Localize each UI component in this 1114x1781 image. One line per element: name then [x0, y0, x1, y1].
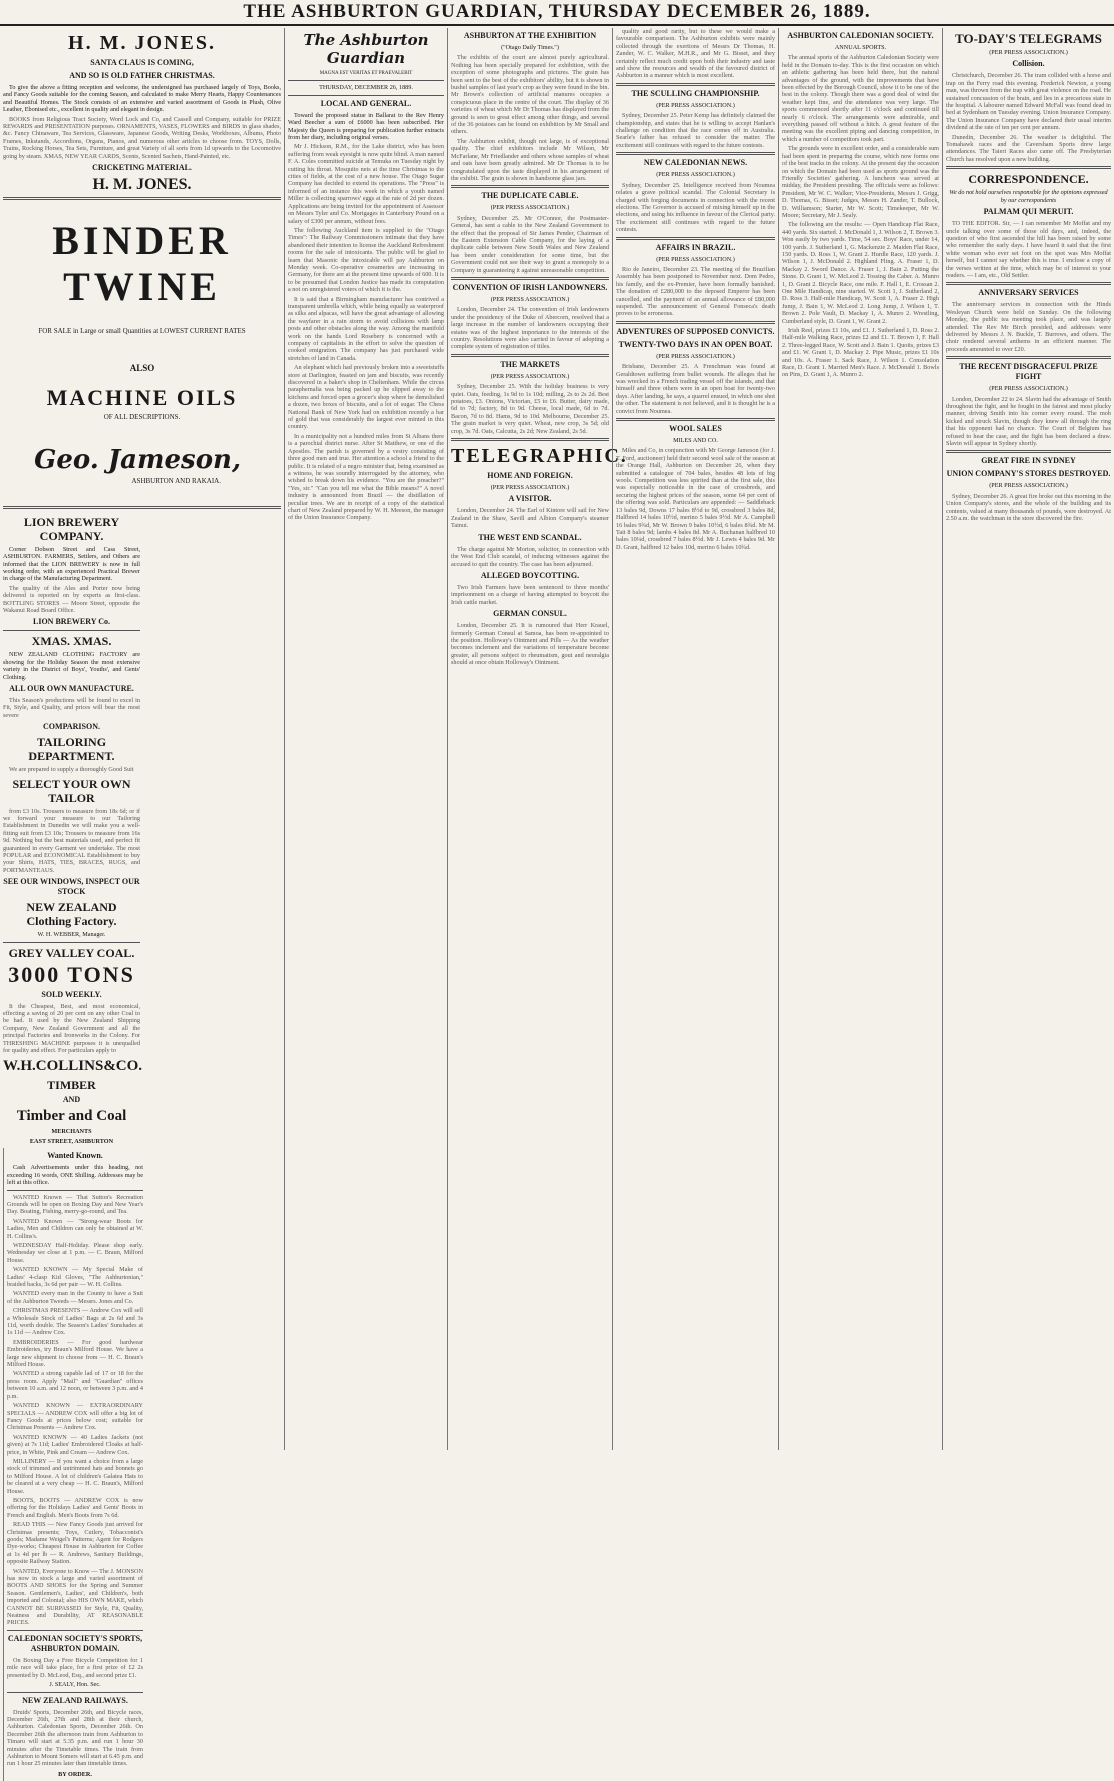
correspondence-disclaimer: We do not hold ourselves responsible for the opinions expressed by our correspondents: [949, 189, 1108, 204]
cricketing-material: CRICKETING MATERIAL.: [92, 163, 192, 173]
miles-and-co: MILES AND CO.: [673, 437, 718, 445]
lion-brewery-body: Corner Dobson Street and Cass Street, ASHBURTON. FARMERS, Settlers, and Others are informed that the LION BREWERY is now in full working order, with an experienced Practical Brewer in charge of the Manufacturing Department.: [3, 545, 140, 583]
press-association-3: (PER PRESS ASSOCIATION.): [490, 372, 570, 380]
paper-name: The Ashburton Guardian: [303, 31, 429, 67]
press-association-10: (PER PRESS ASSOCIATION.): [989, 385, 1068, 393]
sydney-fire-header: GREAT FIRE IN SYDNEY: [981, 456, 1076, 466]
caledonian-sports-header: CALEDONIAN SOCIETY'S SPORTS, ASHBURTON DOMAIN.: [7, 1633, 143, 1653]
timber-label: TIMBER: [47, 1077, 96, 1092]
nz-clothing-body: NEW ZEALAND CLOTHING FACTORY are showing for the Holiday Season the most extensive variety in the District of Boys', Youths', and Gents' Clothing.: [3, 651, 140, 681]
by-order: BY ORDER.: [58, 1770, 92, 1778]
press-association-2: (PER PRESS ASSOCIATION.): [490, 295, 570, 303]
tons-header: 3000 TONS: [8, 961, 135, 987]
local-body: Toward the proposed statue in Ballarat to the Rev Henry Ward Beecher a sum of £6000 has been subscribed. Her Majesty the Queen is preparing for publication further extracts from her diary, including original verses.: [288, 111, 444, 142]
press-association-1: (PER PRESS ASSOCIATION.): [490, 204, 570, 212]
press-association-8: (PER PRESS ASSOCIATION.): [656, 352, 735, 360]
machine-oils-header: MACHINE OILS: [46, 384, 238, 410]
lion-brewery-header: LION BREWERY COMPANY.: [23, 514, 120, 543]
annual-sports: ANNUAL SPORTS.: [834, 44, 887, 51]
west-end-scandal-header: THE WEST END SCANDAL.: [478, 532, 582, 542]
jones-signature: H. M. JONES.: [92, 176, 192, 194]
news-column-4: quality and good rarity, but to these we would make a favourable comparison. The Ashburton exhibits were mainly collected through the exertions of Messrs Dr Thomas, H. Zander, W. C. Walker, M.H.R., and Mr G. Bisset, and they certainly reflect much credit upon both their industry and taste and show the resources and wealth of the favoured district of Ashburton in a manner which is most excellent. THE SCULLING CHAMPIONSHIP. (PER PRESS ASSOCIATION.) Sydney, December 25. Peter Kemp has definitely claimed the championship, and states that he is willing to accept Hanlan's challenge on condition that the race comes off in Australia. Searle's father has refused to consider the matter. The excitement still continues with regard to the future contests. NEW CALEDONIAN NEWS. (PER PRESS ASSOCIATION.) Sydney, December 25. Intelligence received from Noumea relates a grave political scandal. The Colonial Secretary is charged with forging documents in connection with the recent elections. The Governor is accused of mixing himself up in the elections, and using his influence in favour of the Clerical party. The excitement still continues with regard to the future contests. AFFAIRS IN BRAZIL. (PER PRESS ASSOCIATION.) Rio de Janeiro, December 23. The meeting of the Brazilian Assembly has been postponed to November next. Dom Pedro, his family, and the ex-Premier, have been formally banished. The donation of £280,000 to the deposed Emperor has been cancelled, and the payment of an annual allowance of £80,000 suspended. The announcement of General Fonseca's death proves to be erroneous. ADVENTURES OF SUPPOSED CONVICTS. TWENTY-TWO DAYS IN AN OPEN BOAT. (PER PRESS ASSOCIATION.) Brisbane, December 25. A Frenchman was found at Geraldtown suffering from bullet wounds. He alleges that he was wrecked in a French trading vessel off the islands, and that himself and three others were in an open boat for twenty-two days. After landing, he says, a quarrel ensued, in which one shot the other. The statement is not believed, and it is thought he is a convict from Noumea. WOOL SALES MILES AND CO. Miles and Co, in conjunction with Mr George Jameson (for J. T. Ford, auctioneer) held their second wool sale of the season at the Orange Hall, Ashburton on December 26, when they submitted a catalogue of 704 bales, besides 48 lots of big wools. Competition was less spirited than at the first sale, this was especially noticeable in the case of crossbreds, and securing the highest prices of the season, some 64 per cent of the offering was sold. Particulars are appended: — Saddleback 13 bales 9d, Downs 17 bales 8½d to 9d, crossbred 3 bales 8d, Halfbred 14 bales 10½d, merino 5 bales 9½d. Mr A. Campbell 16 bales 9¾d, Mr W. Brown 9 bales 10½d, 6 bales 8¾d. Mr M. Tait 8 bales 9d; lambs 4 bales 8d. Mr A. Buchanan halfbred 10 bales 10¼d, crossbred 7 bales 8½d. Mr J. Lewis 4 bales 9d. Mr D. Grant, halfbred 12 bales 10d, merino 6 bales 10¾d.: [612, 28, 778, 1450]
ads-right-subcolumn: Wanted Known. Cash Advertisements under this heading, not exceeding 16 words, ONE Shilling. Addresses may be left at this office. WANTED Known — That Sutton's Recreation Grounds will be open on Boxing Day and New Year's Day. Boating, Fishing, merry-go-round, and Tea. WANTED Known — "Strong-wear Boots for Ladies, Men and Children can only be obtained at W. H. Collins's. WEDNESDAY Half-Holiday. Please shop early. Wednesday we close at 1 p.m. — C. Braun, Milford House. WANTED KNOWN — My Special Make of Ladies' 4-clasp Kid Gloves, "The Ashburtonian," braided backs, 3s 6d per pair — W. H. Collins. WANTED every man in the County to have a Suit of the Ashburton Tweeds — Messrs. Jones and Co. CHRISTMAS PRESENTS — Andrew Cox will sell a Wholesale Stock of Ladies' Bags at 2s 6d and 3s 11d, worth double. The Season's Ladies' Sunshades at 1s 11d — Andrew Cox. EMBROIDERIES — For good hardwear Embroideries, try Braun's Milford House. We have a large new shipment to choose from — H. C. Braun's Milford House. WANTED a strong capable lad of 17 or 18 for the press room. Apply "Mail" and "Guardian" offices between 10 a.m. and 12 noon, or between 3 p.m. and 4 p.m. WANTED KNOWN — EXTRAORDINARY SPECIALS — ANDREW COX will offer a big lot of Fancy Goods at prices below cost; suitable for Christmas Presents — Andrew Cox. WANTED KNOWN — 40 Ladies Jackets (not given) at 7s 11d; Ladies' Embroidered Cloaks at half-price, in White, Pink and Cream — Andrew Cox. MILLINERY — If you want a choice from a large stock of trimmed and untrimmed hats and bonnets go to Milford House. A lot of children's Galatea Hats to be cleared at a very cheap — H. C. Braun's, Milford House. BOOTS, BOOTS — ANDREW COX is now offering for the Holidays Ladies' and Gents' Boots in French and English. Men's Boots from 7s 6d. READ THIS — New Fancy Goods just arrived for Christmas presents; Toys, Cutlery, Tobacconist's goods; Madame Weigel's Patterns; Agent for Rodgers Dye-works; Cheapest House in Ashburton for Coffee at 1s 4d per lb — R. Andrews, Sanitary Buildings, opposite Railway Station. WANTED, Everyone to Know — The J. MONSON has now in stock a large and varied assortment of BOOTS AND SHOES for the Spring and Summer Season. Gentlemen's, Ladies', and Children's, both imported and Colonial; also HIS OWN MAKE, which CANNOT BE SURPASSED for Style, Fit, Quality, Neatness and Durability, AT REASONABLE PRICES. CALEDONIAN SOCIETY'S SPORTS, ASHBURTON DOMAIN. On Boxing Day a Free Bicycle Competition for 1 mile race will take place, for a first prize of £2 2s presented by D. McLeod, Esq., and second prize £1. J. SEALY, Hon. Sec. NEW ZEALAND RAILWAYS. Druids' Sports, December 26th, and Bicycle races, December 26th, 27th and 28th at their church, Ashburton. Caledonian Sports, December 26th. On December 26th the afternoon train from Ashburton to Timaru will start at 5.35 p.m. and run 1 hour 30 minutes after the Timetable times. The train from Ashburton to Mount Somers will start at 6.45 p.m. and run 1 hour 25 minutes later than timetable times. BY ORDER.: [3, 1148, 143, 1781]
news-column-5: ASHBURTON CALEDONIAN SOCIETY. ANNUAL SPORTS. The annual sports of the Ashburton Caledonian Society were held in the Domain to-day. This is the first occasion on which an athletic gathering has been held there, but the natural advantages of the ground, with the improvements that have been effected by the Borough Council, show it to be one of the best in the colony. Though there was a good deal of wind the weather kept fine, and the attendance was very large. The sports commenced shortly after 11 o'clock and continued till nearly 6 o'clock. The arrangements were admirable, and everything passed off without a hitch. A great feature of the meeting was the excellent piping and dancing competition, in which a number of competitors took part. The grounds were in excellent order, and a considerable sum had been spent in preparing the course, which now forms one of the best tracks in the colony. At the present day the occasion on which the Domain had been used as sports ground was the Friendly Societies' gathering. A luncheon was served at midday, the President presiding. The officials were as follows: President, Mr W. C. Walker; Vice-Presidents, Messrs J. Grigg, D. Thomas, G. Bisset; Judges, Messrs H. Zander, T. Bullock, D. Williamson; Starter, Mr W. Scott; Timekeeper, Mr W. Moore; Secretary, Mr J. Sealy. The following are the results: — Open Handicap Flat Race, 440 yards. Six started. J. McDonald 1, J. Wilson 2, T. Brown 3. Won easily by two yards. Time, 54 sec. Boys' Race, under 14, 100 yards. J. Sutherland 1, G. Mackenzie 2. Maiden Flat Race, 150 yards. D. Ross 1, W. Grant 2. Hurdle Race, 120 yards. J. Wilson 1, J. McDonald 2. Highland Fling. A. Fraser 1, D. Mackay 2. Sword Dance. A. Fraser 1, J. Bain 2. Putting the Stone. D. Grant 1, W. McLeod 2. Tossing the Caber. A. Munro 1, D. Grant 2. Bicycle Race, one mile. F. Hall 1, E. Crossan 2. One Mile Handicap, nine started. W. Scott 1, J. Sutherland 2, D. Ross 3. Half-mile Handicap, W. Scott 1, A. Fraser 2. High Jump, J. Bain 1, W. McLeod 2. Long Jump, J. Wilson 1, T. Brown 2. Pole Vault, D. Mackay 1, A. Munro 2. Wrestling, Cumberland style, D. Grant 1, W. Grant 2. Irish Reel, prizes £1 10s, and £1. J. Sutherland 1, D. Ross 2. Half-mile Walking Race, prizes £2 and £1. T. Brown 1, F. Hall 2. Three-legged Race, W. Scott and J. Bain 1. Quoits, prizes £3 and £1. W. Grant 1, D. Mackay 2. Pipe Music, prizes £1 10s and 10s. A. Fraser 1. Sack Race, J. Wilson 1. Consolation Race, D. Grant 1. Married Men's Race. J. McDonald 1. Bowls on Pins, D. Grant 1, A. Munro 2.: [778, 28, 942, 1450]
home-and-foreign: HOME AND FOREIGN.: [487, 471, 573, 481]
manager-name: W. H. WEBBER, Manager.: [37, 931, 106, 939]
timber-and-coal: Timber and Coal: [16, 1107, 127, 1124]
jones-ad-body: To give the above a fitting reception and welcome, the undersigned has purchased largely of Toys, Books, and Fancy Goods suitable for the coming Season, and calculated to make Merry Hearts, Happy Countenances and Beautiful Homes. The Stock consists of an extensive and varied assortment of Goods in Plush, Olive Leather, Ebonised etc., excellent in quality and elegant in design.: [3, 84, 281, 114]
ads-left-subcolumn: LION BREWERY COMPANY. Corner Dobson Street and Cass Street, ASHBURTON. FARMERS, Settlers, and Others are informed that the LION BREWERY is now in full working order, with an experienced Practical Brewer in charge of the Manufacturing Department. The quality of the Ales and Porter now being delivered is reported on by experts as first-class. BOTTLING STORES — Moore Street, opposite the Wakanui Road Board Office. LION BREWERY Co. XMAS. XMAS. NEW ZEALAND CLOTHING FACTORY are showing for the Holiday Season the most extensive variety in the District of Boys', Youths', and Gents' Clothing. ALL OUR OWN MANUFACTURE. This Season's productions will be found to excel in Fit, Style, and Quality, and prices will bear the most severe COMPARISON. TAILORING DEPARTMENT. We are prepared to supply a thoroughly Good Suit SELECT YOUR OWN TAILOR from £3 10s. Trousers to measure from 18s 6d; or if we forward your measure to our Tailoring Establishment in Dunedin we will make you a well-fitting suit from £3 10s; Trousers to measure from 16s 9d. Nothing but the best materials used, and perfect fit guaranteed in every Garment we undertake. The most POPULAR and ECONOMICAL Establishment to buy your Shirts, HATS, TIES, BRACES, RUGS, and PORTMANTEAUS. SEE OUR WINDOWS, INSPECT OUR STOCK NEW ZEALAND Clothing Factory. W. H. WEBBER, Manager. GREY VALLEY COAL. 3000 TONS SOLD WEEKLY. It the Cheapest, Best, and most economical, effecting a saving of 20 per cent on any other Coal to be had. It used by the New Zealand Shipping Company, New Zealand Government and all the principal Factories and Ironworks in the Colony. For THRESHING MACHINE purposes it is unequalled for quality and effect. For particulars apply to W.H.COLLINS&CO. TIMBER AND Timber and Coal MERCHANTS EAST STREET, ASHBURTON: [3, 514, 143, 1145]
jones-header: H. M. JONES.: [68, 32, 216, 54]
and-label: AND: [62, 1094, 81, 1104]
nz-clothing-factory-header: NEW ZEALAND Clothing Factory.: [26, 900, 117, 929]
jones-ad-filler: BOOKS from Religious Tract Society, Word Lock and Co, and Cassell and Company, suitable for PRIZE REWARDS and PRESENTATION purposes. ORNAMENTS, VASES, FLOWERS and BIRDS in glass shades, &c. Fancy Chinaware, Tea Services, Glassware, Japanese Goods, Writing Desks, Workboxes, Albums, Photo Frames, Inkstands, Accordions, Organs, Pianos, and numerous other articles to choose from. TOYS, Dolls, Trains, Rocking Horses, Tea Sets, Furniture, and great Variety of all sorts from 1d upwards to the Locomotive going by steam. XMAS, NEW YEAR CARDS, Scents, Scented Sachets, Hand-Painted, etc.: [3, 115, 281, 160]
jameson-name: Geo. Jameson,: [34, 445, 241, 476]
paper-motto: MAGNA EST VERITAS ET PRAEVALEBIT: [319, 71, 413, 76]
advertisements-column: [0, 28, 284, 1778]
all-descriptions: OF ALL DESCRIPTIONS.: [103, 412, 181, 421]
collins-header: W.H.COLLINS&CO.: [3, 1057, 143, 1074]
german-consul-header: GERMAN CONSUL.: [493, 609, 567, 619]
correspondence-header: CORRESPONDENCE.: [968, 172, 1089, 187]
masthead: [0, 0, 1114, 26]
see-our-windows: SEE OUR WINDOWS, INSPECT OUR STOCK: [3, 877, 140, 897]
xmas-header: XMAS. XMAS.: [31, 634, 112, 649]
press-association-11: (PER PRESS ASSOCIATION.): [989, 482, 1068, 490]
editorial-column: The Ashburton Guardian MAGNA EST VERITAS ET PRAEVALEBIT THURSDAY, DECEMBER 26, 1889. LOCAL AND GENERAL. Toward the proposed statue in Ballarat to the Rev Henry Ward Beecher a sum of £6000 has been subscribed. Her Majesty the Queen is preparing for publication further extracts from her diary, including original verses. Mr J. Hickson, R.M., for the Lake district, who has been suffering from weak eyesight is now quite blind. A man named F. A. Coles committed suicide at Temuka on Tuesday night by cutting his throat. Mosquito nets at the time Christmas to the cities of fields, at the cost of a new house. The Otago Sugar Company has decided to extend its operations. The "Press" is informed of an instance this week in which a youth named Miller is collecting sparrows' eggs at the rate of 2d per dozen. Applications are being invited for the appointment of Assessor on Messrs Tyler and Co. Mortgages in Canterbury Pound on a salary of £300 per annum, without fees. The following Auckland item is supplied to the "Otago Times": The Railway Commissioners intimate that they have abandoned their intention to license the Auckland Refreshment rooms for the sale of intoxicants. The public will be glad to learn that Masonic the intoxicable will pay Ashburton on Monday week. Co-operative creameries are increasing in Germany, for there are at the present time upwards of 600. It is to be presumed that London Justice has made its computation a not on unregistered voters of which it is the. It is said that a Birmingham manufacturer has contrived a transparent umbrella which, while being equally as waterproof as silks and alpacas, will have the great advantage of allowing the wayfarer in a rain storm to avoid collisions with lamp posts and other obstacles along the way. Among the manifold work on the hands Lord Rosebery is concerned with a company of capitalists in the effort to solve the question of cooked emigration. The company has just purchased wide stretches of land in Canada. An elephant which had previously broken into a sweetstuffs store at Darlington, feasted on jam and biscuits, was recently discovered in a baker's shop in Cheltenham. While the circus paraphernalia was being packed up he slipped away to the kitchens and forced open a grocer's shop where he demolished a dozen, two boxes of biscuits, and a lot of sugar. The Chess National Bank of New York had on exhibition recently a bar of gold that was considerably the largest ever minted in this country. In a municipality not a hundred miles from St Albans there is a parochial district nurse. After St Matthew, or one of the Apostles. The parish is governed by a vestry consisting of three good men and true. Her attention a school a friend to the public. It is related of a negro minister that, being examined as a witness, he was soundly interrogated by the attorney, who wished to break down his evidence. "You are the preacher?" "Yes, sir." "Can you tell me what the Bible means?" A novel industry is announced from Brazil — the distillation of peculiar trees. We are in receipt of a copy of the statistical chart of New Zealand prepared by W. H. Meeson, the manager of the Union Insurance Company.: [284, 28, 447, 1450]
press-association-9: (PER PRESS ASSOCIATION.): [989, 49, 1068, 56]
news-column-6: TO-DAY'S TELEGRAMS (PER PRESS ASSOCIATION.) Collision. Christchurch, December 26. The tram collided with a horse and trap on the Ferry road this evening. Frederick Newton, a young man, was thrown from the trap with great violence on the road. He sustained concussion of the brain, and lies in a precarious state in the hospital. A labourer named Edward McFall was found dead in bed at Sydenham on Tuesday evening. Union Insurance Company. The Union Insurance Company have declared their usual interim dividend at the rate of ten per cent per annum. Dunedin, December 26. The weather is delightful. The Tomahawk races and the Caversham Sports drew large attendances. The Taieri Races also came off. The Presbyterian Church has resolved upon a new building. CORRESPONDENCE. We do not hold ourselves responsible for the opinions expressed by our correspondents PALMAM QUI MERUIT. TO THE EDITOR. Sir, — I can remember Mr Moffat and my uncle talking over some of those old days, and, indeed, the question of who first ascended the hill has been raised by some who remember the early days. I have heard it said that the first white woman who ever set foot on the spot was Mrs Moffat herself, but I cannot say whether this is true. I enclose a copy of the verses written at the time, which may be of interest to your readers. — I am, etc., Old Settler. ANNIVERSARY SERVICES The anniversary services in connection with the Hinds Wesleyan Church were held on Sunday. On the following Monday, the public tea meeting took place, and was largely attended. The Rev Mr Birch presided, and addresses were delivered by Messrs J. N. Buckle, T. Burrows, and others. The choir rendered several anthems in an efficient manner. The proceeds amounted to over £20. THE RECENT DISGRACEFUL PRIZE FIGHT (PER PRESS ASSOCIATION.) London, December 22 to 24. Slavin had the advantage of Smith throughout the fight, and he fought in the fairest and most plucky manner, driving Smith into his corner every round. The mob kicked and struck Slavin, though they knew all through the ring that his opponent had no chance. The Court of Belgium has refused to hear the case, and the fight has been declared a draw. Slavin will appear in Sydney shortly. GREAT FIRE IN SYDNEY UNION COMPANY'S STORES DESTROYED. (PER PRESS ASSOCIATION.) Sydney, December 26. A great fire broke out this morning in the Union Company's stores, and the whole of the building and its contents, valued at many thousands of pounds, were destroyed. At 2.50 a.m. the watchman in the store discovered the fire.: [942, 28, 1114, 1450]
grey-valley-coal: GREY VALLEY COAL.: [8, 945, 135, 960]
ashburton-caledonian-header: ASHBURTON CALEDONIAN SOCIETY.: [787, 31, 934, 40]
own-manufacture: ALL OUR OWN MANUFACTURE.: [9, 683, 134, 693]
jameson-address: ASHBURTON AND RAKAIA.: [131, 477, 221, 486]
issue-date: THURSDAY, DECEMBER 26, 1889.: [319, 84, 413, 92]
tailoring-department: TAILORING DEPARTMENT.: [28, 735, 115, 764]
sculling-header: THE SCULLING CHAMPIONSHIP.: [631, 88, 760, 98]
press-association-4: (PER PRESS ASSOCIATION.): [490, 484, 570, 492]
markets-header: THE MARKETS: [500, 359, 560, 369]
boycotting-header: ALLEGED BOYCOTTING.: [480, 570, 580, 580]
select-your-own-tailor: SELECT YOUR OWN TAILOR: [12, 776, 131, 805]
caledonian-signature: J. SEALY, Hon. Sec.: [49, 1681, 101, 1689]
santa-line-1: SANTA CLAUS IS COMING,: [90, 58, 194, 67]
new-caledonian-header: NEW CALEDONIAN NEWS.: [643, 158, 748, 168]
press-association-6: (PER PRESS ASSOCIATION.): [656, 171, 735, 179]
santa-line-2: AND SO IS OLD FATHER CHRISTMAS.: [69, 71, 215, 80]
union-stores-header: UNION COMPANY'S STORES DESTROYED.: [946, 469, 1111, 479]
also-label: ALSO: [129, 363, 155, 374]
a-visitor-header: A VISITOR.: [508, 494, 552, 504]
irish-convention-header: CONVENTION OF IRISH LANDOWNERS.: [452, 282, 608, 292]
duplicate-cable-header: THE DUPLICATE CABLE.: [481, 191, 579, 201]
prize-fight-header: THE RECENT DISGRACEFUL PRIZE FIGHT: [959, 362, 1098, 382]
telegraphic-header: TELEGRAPHIC.: [451, 445, 628, 468]
palmam-header: PALMAM QUI MERUIT.: [983, 207, 1074, 217]
lion-brewery-signature: LION BREWERY Co.: [33, 617, 110, 627]
otago-source: ("Otago Daily Times."): [501, 44, 559, 51]
collision-header: Collision.: [1012, 59, 1045, 69]
wanted-known-body: Cash Advertisements under this heading, not exceeding 16 words, ONE Shilling. Addresses may be left at this office.: [7, 1164, 143, 1187]
convicts-header: ADVENTURES OF SUPPOSED CONVICTS.: [616, 326, 775, 336]
comparison: COMPARISON.: [43, 722, 100, 732]
binder-twine-sub: FOR SALE in Large or small Quantities at LOWEST CURRENT RATES: [38, 327, 246, 336]
local-and-general-header: LOCAL AND GENERAL.: [320, 98, 412, 108]
east-street-address: EAST STREET, ASHBURTON: [29, 1137, 114, 1145]
merchants-label: MERCHANTS: [51, 1127, 92, 1135]
press-association-7: (PER PRESS ASSOCIATION.): [656, 255, 735, 263]
twenty-two-days: TWENTY-TWO DAYS IN AN OPEN BOAT.: [618, 339, 773, 349]
exhibition-header: ASHBURTON AT THE EXHIBITION: [463, 31, 597, 40]
todays-telegrams-header: TO-DAY'S TELEGRAMS: [955, 31, 1102, 46]
sold-weekly: SOLD WEEKLY.: [41, 989, 102, 999]
press-association-5: (PER PRESS ASSOCIATION.): [656, 101, 735, 109]
binder-twine-header: BINDER TWINE: [52, 218, 232, 310]
news-column-3: ASHBURTON AT THE EXHIBITION ("Otago Daily Times.") The exhibits of the court are almost purely agricultural. Nothing has been specially prepared for exhibition, with the exception of some photographs and pictures. The grain has been sent to the best of the exhibitors' ability, but it is shown in bushel samples of last year's crop as they were found in the bin. Mr Brown's collection of artificial manures occupies a conspicuous place in the centre of the court. The display of 36 varieties of wheat which Mr Dr Thomas has displayed from the ground is seen to great effect among other things, and several of the 36 potatoes can be found on exhibition by Mr Small and others. The Ashburton exhibit, though not large, is of exceptional quality. The chief exhibitors include Mr Wilson, Mr McFarlane, Mr Friedlander and others whose samples of wheat and oats have been greatly admired. Mr Dr Thomas is to be congratulated upon the taste displayed in his arrangement of the exhibit. The grain is shown in handsome glass jars. THE DUPLICATE CABLE. (PER PRESS ASSOCIATION.) Sydney, December 25. Mr O'Connor, the Postmaster-General, has sent a cable to the New Zealand Government to the effect that the proposal of Sir James Pender, Chairman of the Eastern Extension Cable Company, for the laying of a duplicate cable between New South Wales and New Zealand has been under consideration for some time, but the Government could not see their way to grant a monopoly to a Company in guaranteeing it against unreasonable competition. CONVENTION OF IRISH LANDOWNERS. (PER PRESS ASSOCIATION.) London, December 24. The convention of Irish landowners under the presidency of the Duke of Abercorn, resolved that a large increase in the number of landowners occupying their estates was of the highest importance to the interests of the country. Resolutions were also carried in favour of adopting a complete system of registration of titles. THE MARKETS (PER PRESS ASSOCIATION.) Sydney, December 25. With the holiday business is very quiet. Oats, feeding, 1s 9d to 1s 10d; milling, 2s to 2s 2d. Best potatoes, £3. Onions, Victorian, £5 to £6. Butter, dairy made, 6d to 7d; factory, 8d to 9d. Cheese, local made, 6d to 7d. Bacon, 7d to 8d. Hams, 9d to 10d. Melbourne, December 25. The grain market is very quiet. Wheat, new crop, 3s 5d; old crop, 3s 7d. Oats, Calcutta, 2s 2d; New Zealand, 2s 5d. TELEGRAPHIC. HOME AND FOREIGN. (PER PRESS ASSOCIATION.) A VISITOR. London, December 24. The Earl of Kintore will sail for New Zealand in the Shaw, Savill and Albion Company's steamer Tainui. THE WEST END SCANDAL. The charge against Mr Morton, solicitor, in connection with the West End Club scandal, of inducing witnesses against the accused to quit the country. The case has been adjourned. ALLEGED BOYCOTTING. Two Irish Farmers have been sentenced to three months' imprisonment on a charge of having attempted to boycott the Irish cattle market. GERMAN CONSUL. London, December 25. It is rumoured that Herr Krauel, formerly German Consul at Samoa, has been re-appointed to the position. Holloway's Ointment and Pills — As the weather becomes inclement and the variations of temperature become greater, all persons subject to rheumatism, gout and neuralgia should at once obtain Holloway's Ointment.: [447, 28, 612, 1450]
newspaper-title: THE ASHBURTON GUARDIAN, THURSDAY DECEMBER 26, 1889.: [243, 1, 871, 22]
wanted-known-header: Wanted Known.: [47, 1151, 103, 1161]
anniversary-header: ANNIVERSARY SERVICES: [978, 288, 1079, 298]
brazil-header: AFFAIRS IN BRAZIL.: [655, 242, 736, 252]
wool-sales-header: WOOL SALES: [669, 424, 722, 434]
railways-header: NEW ZEALAND RAILWAYS.: [22, 1695, 128, 1705]
